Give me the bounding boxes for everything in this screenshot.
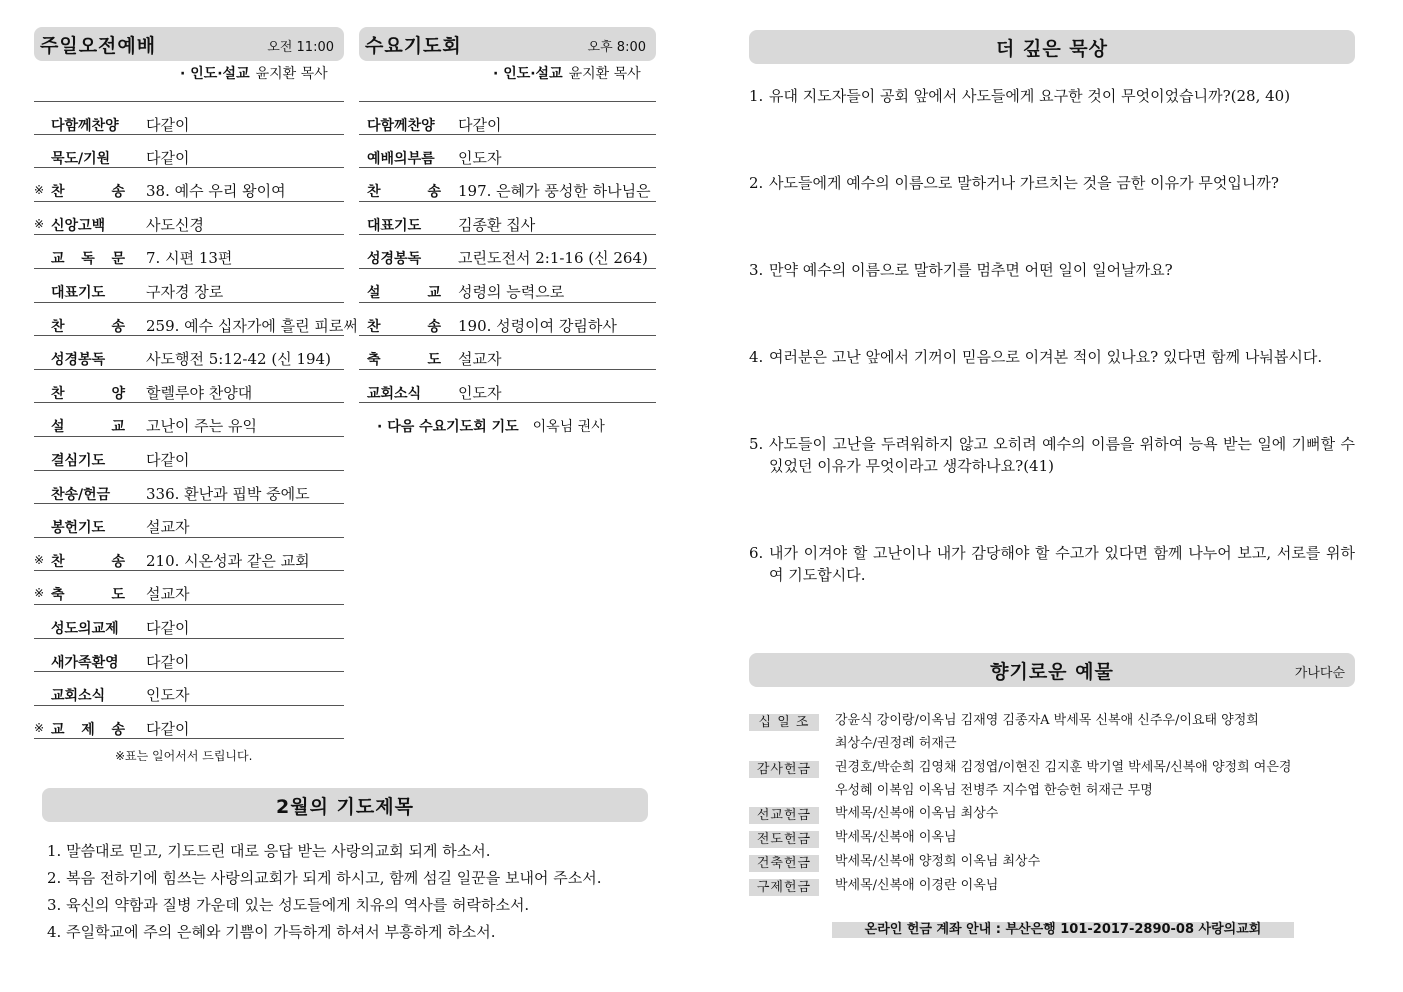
order-value: 다같이 [146, 148, 190, 167]
standing-mark: ※ [34, 183, 45, 198]
wednesday-title: 수요기도회 [365, 35, 462, 57]
order-value: 구자경 장로 [146, 282, 224, 301]
order-value: 사도행전 5:12-42 (신 194) [146, 350, 331, 369]
order-label: 교회소식 [51, 688, 106, 705]
order-row [34, 571, 344, 605]
prayer-item: 4. 주일학교에 주의 은혜와 기쁨이 가득하게 하셔서 부흥하게 하소서. [47, 923, 496, 941]
order-value: 336. 환난과 핍박 중에도 [146, 484, 310, 503]
order-row [34, 504, 344, 538]
order-value: 7. 시편 13편 [146, 249, 233, 268]
question-number: 3. [749, 261, 764, 279]
question-item [749, 433, 1355, 477]
meditation-header [749, 30, 1355, 64]
question-text: 여러분은 고난 앞에서 기꺼이 믿음으로 이겨본 적이 있나요? 있다면 함께 나눠봅시다. [769, 348, 1323, 366]
question-text: 유대 지도자들이 공회 앞에서 사도들에게 요구한 것이 무엇이었습니까?(28, 40) [769, 87, 1291, 105]
prayer-list [47, 838, 601, 946]
order-label: 찬 송 [51, 318, 125, 335]
order-row [359, 235, 656, 269]
question-text: 내가 이겨야 할 고난이나 내가 감당해야 할 수고가 있다면 함께 나누어 보고, 서로를 위하여 기도합시다. [769, 544, 1355, 584]
order-label: 찬 양 [51, 385, 125, 402]
order-label: 설 교 [51, 419, 125, 436]
order-row [359, 303, 656, 337]
offering-names: 최상수/권정례 허재근 [835, 736, 957, 751]
online-offering-account: 온라인 헌금 계좌 안내 : 부산은행 101-2017-2890-08 사랑의교회 [832, 922, 1294, 938]
order-row [34, 672, 344, 706]
order-row [34, 101, 344, 135]
offering-label: 십 일 조 [749, 714, 819, 731]
next-prayer-value: 이옥님 권사 [532, 419, 605, 435]
prayer-title: 2월의 기도제목 [276, 796, 414, 818]
order-value: 197. 은혜가 풍성한 하나님은 [458, 182, 651, 201]
order-value: 210. 시온성과 같은 교회 [146, 551, 310, 570]
order-row [359, 101, 656, 135]
order-label: 교 독 문 [51, 251, 125, 268]
wednesday-order-of-service [359, 101, 656, 403]
order-value: 인도자 [458, 148, 502, 167]
order-label: 대표기도 [51, 284, 106, 301]
offering-names: 박세목/신복애 이옥님 최상수 [835, 806, 999, 821]
order-label: 찬 송 [367, 184, 441, 201]
standing-note: ※표는 일어서서 드립니다. [115, 749, 253, 763]
order-value: 다같이 [458, 116, 502, 134]
order-label: 봉헌기도 [51, 520, 106, 537]
sunday-order-of-worship [34, 101, 358, 739]
order-row [359, 370, 656, 404]
order-label: 예배의부름 [367, 150, 435, 167]
order-value: 다같이 [146, 450, 190, 469]
offering-names: 박세목/신복애 이경란 이옥님 [835, 878, 999, 893]
order-row [34, 403, 344, 437]
question-item [749, 259, 1355, 281]
order-row [34, 303, 358, 337]
question-number: 2. [749, 174, 764, 192]
prayer-header [42, 788, 648, 822]
order-row [359, 336, 656, 370]
order-value: 259. 예수 십자가에 흘린 피로써 [146, 316, 358, 335]
question-text: 사도들에게 예수의 이름으로 말하거나 가르치는 것을 금한 이유가 무엇입니까? [769, 174, 1279, 192]
order-row [34, 135, 344, 169]
order-value: 성령의 능력으로 [458, 282, 565, 301]
order-label: 새가족환영 [51, 654, 119, 671]
question-number: 4. [749, 348, 764, 366]
order-value: 다같이 [146, 618, 190, 637]
order-row [359, 135, 656, 169]
offering-label: 건축헌금 [749, 855, 819, 872]
offering-label: 전도헌금 [749, 831, 819, 848]
order-row [34, 538, 344, 572]
standing-mark: ※ [34, 216, 45, 231]
order-row [34, 471, 344, 505]
order-label: 성경봉독 [51, 352, 106, 369]
offering-names: 강윤식 강이랑/이옥님 김재영 김종자A 박세목 신복애 신주우/이요태 양정희 [835, 713, 1259, 728]
sunday-header [34, 27, 344, 61]
order-value: 할렐루야 찬양대 [146, 383, 253, 402]
order-label: 찬 송 [51, 553, 125, 570]
question-number: 1. [749, 87, 764, 105]
question-number: 6. [749, 544, 764, 562]
prayer-item: 1. 말씀대로 믿고, 기도드린 대로 응답 받는 사랑의교회 되게 하소서. [47, 842, 491, 860]
sunday-time: 오전 11:00 [267, 40, 334, 55]
order-row [34, 269, 344, 303]
order-value: 190. 성령이여 강림하사 [458, 316, 617, 335]
next-prayer-label: · 다음 수요기도회 기도 [377, 419, 519, 435]
question-number: 5. [749, 435, 764, 453]
offering-names: 권경호/박순희 김영채 김정엽/이현진 김지훈 박기열 박세목/신복애 양정희 여은경 [835, 760, 1292, 775]
order-label: 교회소식 [367, 385, 422, 402]
question-item [749, 172, 1355, 194]
offering-label: 선교헌금 [749, 807, 819, 824]
order-value: 설교자 [146, 585, 190, 604]
order-value: 다같이 [146, 652, 190, 671]
offering-label: 구제헌금 [749, 879, 819, 896]
order-label: 성경봉독 [367, 251, 422, 268]
sunday-leader-value: 윤지환 목사 [255, 66, 328, 82]
meditation-title: 더 깊은 묵상 [996, 38, 1108, 60]
order-value: 고난이 주는 유익 [146, 417, 257, 436]
question-text: 사도들이 고난을 두려워하지 않고 오히려 예수의 이름을 위하여 능욕 받는 일에 기뻐할 수 있었던 이유가 무엇이라고 생각하나요?(41) [769, 435, 1355, 475]
order-row [34, 168, 344, 202]
order-row [34, 235, 344, 269]
next-wednesday-prayer [377, 416, 605, 436]
offering-order-note: 가나다순 [1294, 666, 1345, 681]
order-label: 축 도 [51, 587, 125, 604]
order-value: 다같이 [146, 116, 190, 134]
wednesday-leader-label: · 인도·설교 [493, 66, 563, 82]
question-item [749, 346, 1355, 368]
wednesday-header [359, 27, 656, 61]
offering-title: 향기로운 예물 [990, 661, 1114, 683]
order-label: 다함께찬양 [367, 118, 435, 134]
order-row [34, 202, 344, 236]
order-label: 신앙고백 [51, 217, 106, 234]
prayer-item: 2. 복음 전하기에 힘쓰는 사랑의교회가 되게 하시고, 함께 섬길 일꾼을 보내어 주소서. [47, 869, 602, 887]
order-value: 인도자 [458, 383, 502, 402]
order-value: 인도자 [146, 686, 190, 705]
prayer-item: 3. 육신의 약함과 질병 가운데 있는 성도들에게 치유의 역사를 허락하소서. [47, 896, 530, 914]
order-value: 고린도전서 2:1-16 (신 264) [458, 249, 648, 268]
order-label: 대표기도 [367, 217, 422, 234]
sunday-leader [180, 63, 328, 83]
order-label: 찬 송 [367, 318, 441, 335]
order-row [34, 336, 344, 370]
order-label: 설 교 [367, 284, 441, 301]
sunday-leader-label: · 인도·설교 [180, 66, 250, 82]
order-row [359, 202, 656, 236]
offering-names: 박세목/신복애 양정희 이옥님 최상수 [835, 854, 1041, 869]
standing-mark: ※ [34, 720, 45, 735]
standing-mark: ※ [34, 552, 45, 567]
sunday-title: 주일오전예배 [40, 35, 157, 57]
order-label: 찬 송 [51, 184, 125, 201]
order-label: 찬송/헌금 [51, 486, 111, 503]
order-label: 다함께찬양 [51, 118, 119, 134]
offering-header [749, 653, 1355, 687]
wednesday-leader [493, 63, 641, 83]
order-row [34, 437, 344, 471]
order-label: 성도의교제 [51, 620, 119, 637]
order-value: 다같이 [146, 719, 190, 738]
order-row [34, 605, 344, 639]
order-value: 설교자 [146, 518, 190, 537]
order-label: 축 도 [367, 352, 441, 369]
order-row [359, 269, 656, 303]
order-label: 묵도/기원 [51, 150, 111, 167]
wednesday-leader-value: 윤지환 목사 [568, 66, 641, 82]
order-label: 결심기도 [51, 452, 106, 469]
order-row [34, 706, 344, 740]
offering-label: 감사헌금 [749, 761, 819, 778]
order-value: 38. 예수 우리 왕이여 [146, 182, 286, 201]
order-value: 설교자 [458, 350, 502, 369]
standing-mark: ※ [34, 586, 45, 601]
order-row [34, 370, 344, 404]
order-value: 김종환 집사 [458, 215, 536, 234]
question-item [749, 542, 1355, 586]
order-row [34, 639, 344, 673]
order-value: 사도신경 [146, 215, 204, 234]
wednesday-time: 오후 8:00 [587, 40, 646, 55]
offering-names: 우성혜 이복임 이옥님 전병주 지수엽 한승헌 허재근 무명 [835, 783, 1153, 798]
order-label: 교 제 송 [51, 721, 125, 738]
question-text: 만약 예수의 이름으로 말하기를 멈추면 어떤 일이 일어날까요? [769, 261, 1173, 279]
order-row [359, 168, 656, 202]
question-item [749, 85, 1355, 107]
offering-names: 박세목/신복애 이옥님 [835, 830, 957, 845]
